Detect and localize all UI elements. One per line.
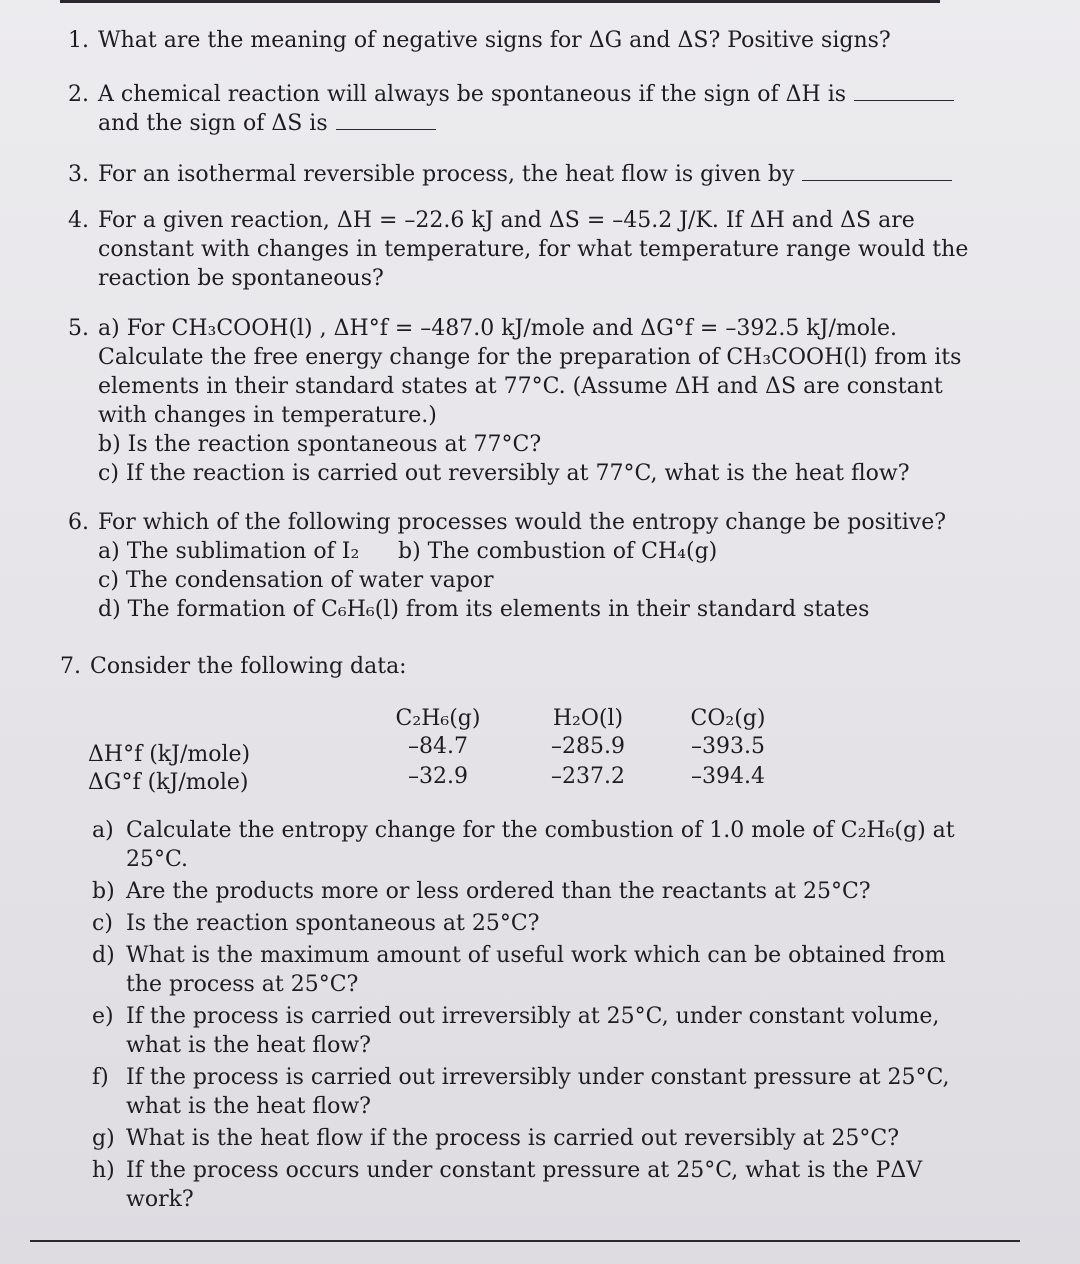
question-text-line: Calculate the free energy change for the preparation of CH₃COOH(l) from its xyxy=(98,345,962,370)
part-text-line: what is the heat flow? xyxy=(126,1094,371,1119)
question-text: What are the meaning of negative signs for ΔG and ΔS? Positive signs? xyxy=(98,28,891,53)
question-number: 5. xyxy=(68,316,89,341)
question-number: 6. xyxy=(68,510,89,535)
question-7-parts xyxy=(92,816,1032,1217)
table-cell: –285.9 xyxy=(551,734,625,759)
part-a xyxy=(92,816,1032,874)
table-header-c2h6: C₂H₆(g) xyxy=(395,706,481,731)
part-text-line: What is the maximum amount of useful work which can be obtained from xyxy=(126,943,946,968)
table-cell: –32.9 xyxy=(408,764,468,789)
bottom-rule xyxy=(30,1240,1020,1242)
question-number: 3. xyxy=(68,162,89,187)
part-text-line: Calculate the entropy change for the combustion of 1.0 mole of C₂H₆(g) at xyxy=(126,818,955,843)
top-rule xyxy=(60,0,940,3)
part-label: f) xyxy=(92,1065,109,1090)
part-text-line: the process at 25°C? xyxy=(126,972,359,997)
answer-blank[interactable] xyxy=(336,113,436,130)
question-part-b: b) Is the reaction spontaneous at 77°C? xyxy=(98,432,542,457)
question-text-line: a) For CH₃COOH(l) , ΔH°f = –487.0 kJ/mole and ΔG°f = –392.5 kJ/mole. xyxy=(98,316,898,341)
table-cell: –237.2 xyxy=(551,764,625,789)
part-d xyxy=(92,941,1032,999)
part-label: h) xyxy=(92,1158,115,1183)
question-4 xyxy=(68,206,968,293)
question-text: For which of the following processes would the entropy change be positive? xyxy=(98,510,947,535)
part-label: c) xyxy=(92,911,113,936)
part-g xyxy=(92,1124,1032,1153)
option-c: c) The condensation of water vapor xyxy=(98,568,494,593)
question-2 xyxy=(68,80,968,138)
table-cell: –394.4 xyxy=(691,764,765,789)
part-text-line: What is the heat flow if the process is carried out reversibly at 25°C? xyxy=(126,1126,900,1151)
question-text-line: and the sign of ΔS is xyxy=(98,111,328,136)
row-label-dhf: ΔH°f (kJ/mole) xyxy=(88,742,251,767)
question-text-line: For a given reaction, ΔH = –22.6 kJ and ΔS = –45.2 J/K. If ΔH and ΔS are xyxy=(98,208,915,233)
part-label: a) xyxy=(92,818,114,843)
option-a: a) The sublimation of I₂ xyxy=(98,539,360,564)
part-text-line: work? xyxy=(126,1187,194,1212)
question-text-line: A chemical reaction will always be spontaneous if the sign of ΔH is xyxy=(98,82,847,107)
part-label: g) xyxy=(92,1126,115,1151)
question-text-line: with changes in temperature.) xyxy=(98,403,437,428)
table-cell: –84.7 xyxy=(408,734,468,759)
answer-blank[interactable] xyxy=(802,164,952,181)
table-header-h2o: H₂O(l) xyxy=(552,706,624,731)
part-text-line: 25°C. xyxy=(126,847,189,872)
question-number: 7. xyxy=(60,654,81,679)
question-text-line: elements in their standard states at 77°C. (Assume ΔH and ΔS are constant xyxy=(98,374,943,399)
question-3 xyxy=(68,160,968,189)
part-label: d) xyxy=(92,943,115,968)
table-header-co2: CO₂(g) xyxy=(690,706,766,731)
row-label-dgf: ΔG°f (kJ/mole) xyxy=(88,770,249,795)
question-text: Consider the following data: xyxy=(90,654,407,679)
question-6 xyxy=(68,508,968,624)
question-text-line: constant with changes in temperature, for what temperature range would the xyxy=(98,237,969,262)
part-text-line: Is the reaction spontaneous at 25°C? xyxy=(126,911,540,936)
answer-blank[interactable] xyxy=(854,84,954,101)
question-part-c: c) If the reaction is carried out reversibly at 77°C, what is the heat flow? xyxy=(98,461,910,486)
question-text: For an isothermal reversible process, the heat flow is given by xyxy=(98,162,795,187)
question-number: 4. xyxy=(68,208,89,233)
part-text-line: If the process occurs under constant pressure at 25°C, what is the PΔV xyxy=(126,1158,923,1183)
option-b: b) The combustion of CH₄(g) xyxy=(398,539,718,564)
question-5 xyxy=(68,314,968,488)
question-number: 2. xyxy=(68,82,89,107)
part-text-line: If the process is carried out irreversibly under constant pressure at 25°C, xyxy=(126,1065,950,1090)
question-7 xyxy=(60,652,960,681)
part-label: e) xyxy=(92,1004,114,1029)
part-label: b) xyxy=(92,879,115,904)
part-h xyxy=(92,1156,1032,1214)
option-d: d) The formation of C₆H₆(l) from its elements in their standard states xyxy=(98,597,870,622)
thermo-data-table xyxy=(88,704,888,794)
question-1 xyxy=(68,26,968,55)
part-text-line: what is the heat flow? xyxy=(126,1033,371,1058)
part-f xyxy=(92,1063,1032,1121)
part-c xyxy=(92,909,1032,938)
part-text-line: Are the products more or less ordered than the reactants at 25°C? xyxy=(126,879,871,904)
question-number: 1. xyxy=(68,28,89,53)
part-text-line: If the process is carried out irreversibly at 25°C, under constant volume, xyxy=(126,1004,940,1029)
table-cell: –393.5 xyxy=(691,734,765,759)
question-text-line: reaction be spontaneous? xyxy=(98,266,384,291)
part-b xyxy=(92,877,1032,906)
part-e xyxy=(92,1002,1032,1060)
